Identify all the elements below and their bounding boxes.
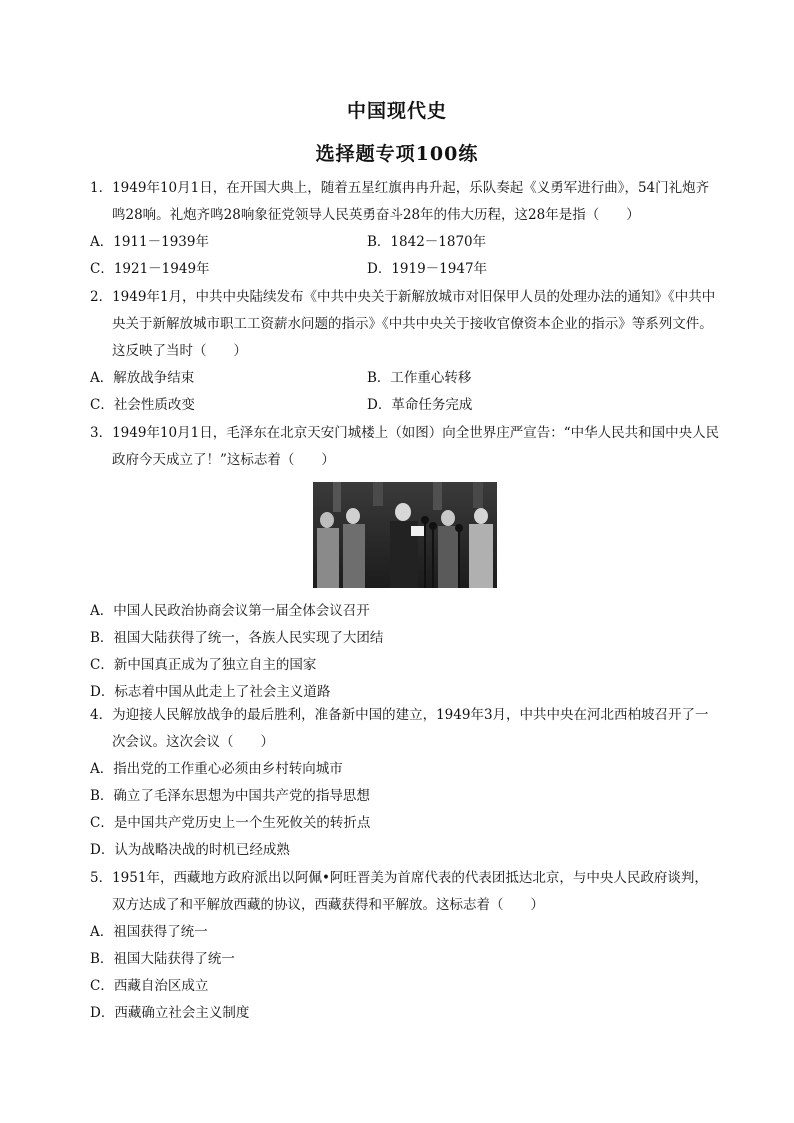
- option-d[interactable]: D．西藏确立社会主义制度: [90, 1005, 250, 1021]
- option-c[interactable]: C．社会性质改变: [90, 397, 195, 413]
- question-stem: 5．1951年，西藏地方政府派出以阿佩•阿旺晋美为首席代表的代表团抵达北京，与中央人民政府谈判，双方达成了和平解放西藏的协议，西藏获得和平解放。这标志着（ ）: [90, 870, 708, 913]
- question-number: 1．: [90, 180, 113, 196]
- option-b[interactable]: B．工作重心转移: [367, 370, 472, 386]
- question-5: [90, 865, 720, 1027]
- option-c[interactable]: C．新中国真正成为了独立自主的国家: [90, 657, 317, 673]
- option-a[interactable]: A．祖国获得了统一: [90, 924, 208, 940]
- option-b[interactable]: B．1842－1870年: [367, 234, 487, 250]
- option-d[interactable]: D．1919－1947年: [367, 261, 488, 277]
- question-stem: 2．1949年1月，中共中央陆续发布《中共中央关于新解放城市对旧保甲人员的处理办法的通知》《中共中央关于新解放城市职工工资薪水问题的指示》《中共中央关于接收官僚资本企业的指示》等系列文件。这反映了当时（ ）: [90, 289, 716, 359]
- question-1: [90, 175, 720, 283]
- question-number: 5．: [90, 870, 113, 886]
- option-b[interactable]: B．确立了毛泽东思想为中国共产党的指导思想: [90, 788, 370, 804]
- question-stem: 3．1949年10月1日，毛泽东在北京天安门城楼上（如图）向全世界庄严宣告：“中华人民共和国中央人民政府今天成立了！”这标志着（ ）: [90, 425, 720, 468]
- option-a[interactable]: A．指出党的工作重心必须由乡村转向城市: [90, 761, 343, 777]
- question-3: [90, 420, 720, 706]
- option-d[interactable]: D．革命任务完成: [367, 397, 473, 413]
- question-2: [90, 284, 720, 419]
- document-title: 中国现代史: [346, 100, 447, 122]
- document-subtitle: 选择题专项100练: [315, 143, 479, 165]
- option-a[interactable]: A．中国人民政治协商会议第一届全体会议召开: [90, 603, 370, 619]
- option-b[interactable]: B．祖国大陆获得了统一: [90, 951, 235, 967]
- option-d[interactable]: D．认为战略决战的时机已经成熟: [90, 842, 290, 858]
- founding-ceremony-photo: [313, 482, 497, 588]
- option-c[interactable]: C．西藏自治区成立: [90, 978, 209, 994]
- option-b[interactable]: B．祖国大陆获得了统一，各族人民实现了大团结: [90, 630, 384, 646]
- question-number: 2．: [90, 289, 113, 305]
- question-stem: 4．为迎接人民解放战争的最后胜利，准备新中国的建立，1949年3月，中共中央在河北西柏坡召开了一次会议。这次会议（ ）: [90, 707, 709, 750]
- question-number: 3．: [90, 425, 113, 441]
- option-d[interactable]: D．标志着中国从此走上了社会主义道路: [90, 684, 331, 700]
- option-a[interactable]: A．1911－1939年: [90, 234, 209, 250]
- question-number: 4．: [90, 707, 113, 723]
- option-a[interactable]: A．解放战争结束: [90, 370, 195, 386]
- option-c[interactable]: C．1921－1949年: [90, 261, 210, 277]
- question-stem: 1．1949年10月1日，在开国大典上，随着五星红旗冉冉升起，乐队奏起《义勇军进行曲》，54门礼炮齐鸣28响。礼炮齐鸣28响象征党领导人民英勇奋斗28年的伟大历程，这28年是指（ ）: [90, 180, 710, 223]
- option-c[interactable]: C．是中国共产党历史上一个生死攸关的转折点: [90, 815, 371, 831]
- question-4: [90, 702, 720, 864]
